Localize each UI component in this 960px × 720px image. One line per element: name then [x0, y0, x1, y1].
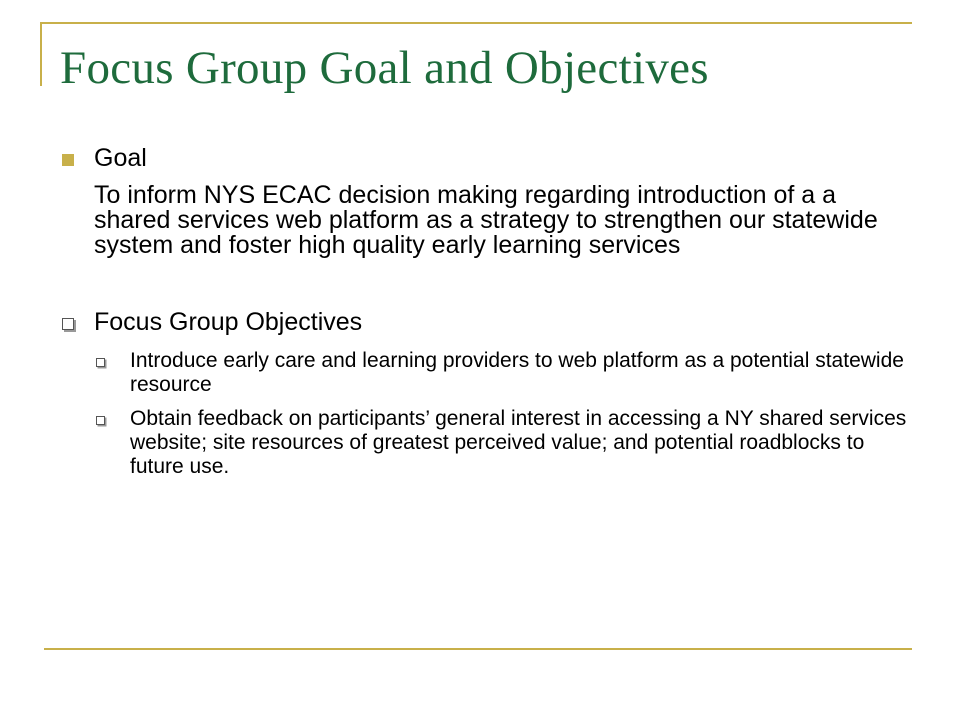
- filled-square-bullet-icon: [62, 154, 74, 166]
- objective-item-text: Obtain feedback on participants’ general interest in accessing a NY shared services website; site resources of greatest perceived value; and potential roadblocks to future use.: [130, 407, 907, 478]
- left-rule: [40, 22, 42, 86]
- hollow-square-bullet-icon: [96, 358, 105, 367]
- spacer: [60, 258, 910, 306]
- objectives-heading: Focus Group Objectives: [94, 308, 363, 336]
- hollow-square-bullet-icon: [62, 318, 74, 330]
- hollow-square-bullet-icon: [96, 416, 105, 425]
- bottom-rule: [44, 648, 912, 650]
- top-rule: [40, 22, 912, 24]
- slide-body: [60, 142, 910, 479]
- objective-item-text: Introduce early care and learning providers to web platform as a potential statewide resource: [130, 349, 904, 396]
- objective-item: [60, 407, 910, 479]
- goal-heading: Goal: [94, 144, 147, 172]
- goal-text: To inform NYS ECAC decision making regarding introduction of a a shared services web platform as a strategy to strengthen our statewide system and foster high quality early learning services: [94, 181, 878, 259]
- goal-bullet-row: [60, 142, 910, 175]
- objectives-bullet-row: [60, 306, 910, 339]
- slide-title: Focus Group Goal and Objectives: [60, 42, 709, 94]
- objective-item: [60, 349, 910, 397]
